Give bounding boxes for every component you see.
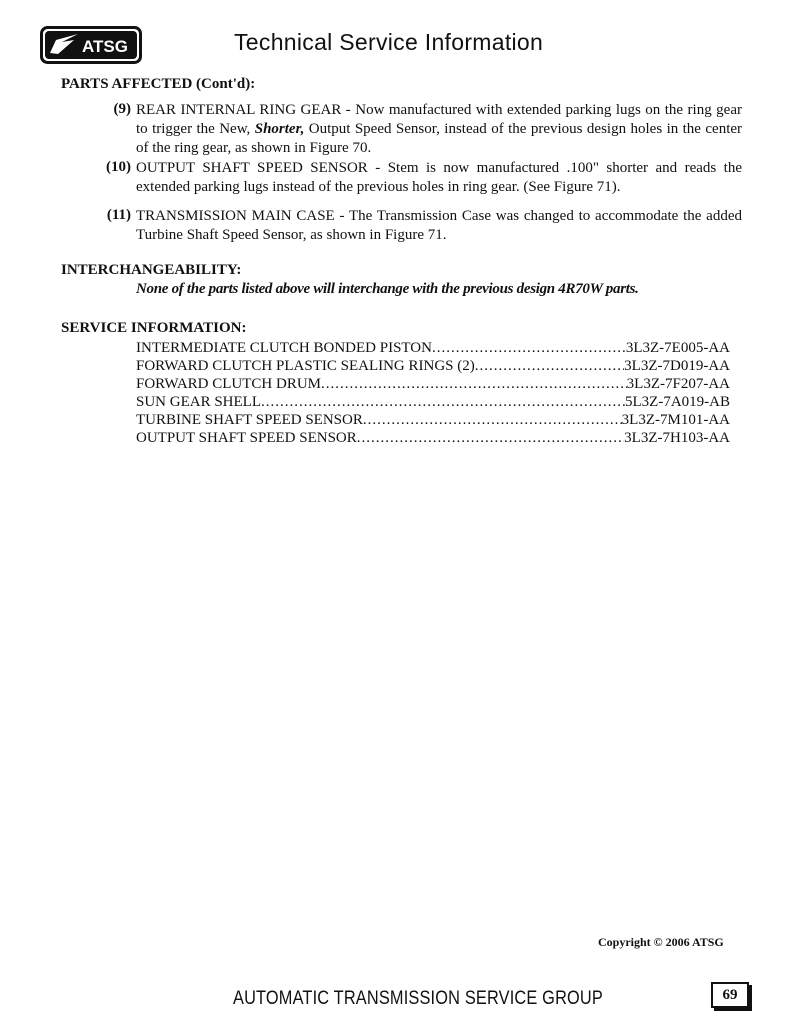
atsg-logo [40,26,142,64]
part-number: 3L3Z-7M101-AA [621,412,730,428]
interchangeability-heading: INTERCHANGEABILITY: [61,262,242,278]
service-information-heading: SERVICE INFORMATION: [61,320,247,336]
leader-dots [363,411,622,429]
part-number: 5L3Z-7A019-AB [625,394,730,410]
item-number: (9) [113,101,131,117]
part-number: 3L3Z-7D019-AA [624,358,730,374]
atsg-logo-graphic [40,26,142,64]
item-text: TRANSMISSION MAIN CASE - The Transmission Case was changed to accommodate the added Turbine Shaft Speed Sensor, as shown in Figure 71. [136,208,742,243]
page-number: 69 [711,982,749,1008]
item-text [136,101,742,158]
interchangeability-note: None of the parts listed above will interchange with the previous design 4R70W parts. [136,281,639,297]
item-text-part: Output Speed Sensor, instead of the previous design holes in the center of the ring gear, as shown in Figure 70. [136,121,743,156]
part-row [136,339,730,357]
part-row [136,375,730,393]
part-number: 3L3Z-7H103-AA [624,430,730,446]
part-name: FORWARD CLUTCH PLASTIC SEALING RINGS (2) [136,358,475,374]
page-title: Technical Service Information [234,29,544,55]
part-row [136,357,730,375]
leader-dots [432,339,626,357]
item-number: (10) [106,159,131,175]
copyright-notice: Copyright © 2006 ATSG [598,935,724,949]
item-emphasis: Shorter, [254,121,305,137]
part-name: INTERMEDIATE CLUTCH BONDED PISTON [136,340,432,356]
logo-text: ATSG [82,37,128,56]
part-name: OUTPUT SHAFT SPEED SENSOR [136,430,357,446]
leader-dots [357,429,624,447]
leader-dots [321,375,627,393]
organization-name: AUTOMATIC TRANSMISSION SERVICE GROUP [233,988,603,1009]
part-number: 3L3Z-7F207-AA [626,376,730,392]
part-row [136,393,730,411]
leader-dots [475,357,624,375]
part-name: FORWARD CLUTCH DRUM [136,376,322,392]
part-row [136,429,730,447]
part-row [136,411,730,429]
part-name: TURBINE SHAFT SPEED SENSOR [136,412,363,428]
part-name: SUN GEAR SHELL [136,394,262,410]
parts-affected-heading: PARTS AFFECTED (Cont'd): [61,76,256,92]
item-text-part: REAR INTERNAL RING GEAR - Now manufactured with extended parking lugs on the ring gear to trigger the New, [136,102,742,137]
item-number: (11) [106,207,131,223]
item-text: OUTPUT SHAFT SPEED SENSOR - Stem is now manufactured .100" shorter and reads the extended parking lugs instead of the previous holes in ring gear. (See Figure 71). [136,160,742,195]
part-number: 3L3Z-7E005-AA [625,340,730,356]
parts-list [136,339,730,447]
leader-dots [261,393,625,411]
